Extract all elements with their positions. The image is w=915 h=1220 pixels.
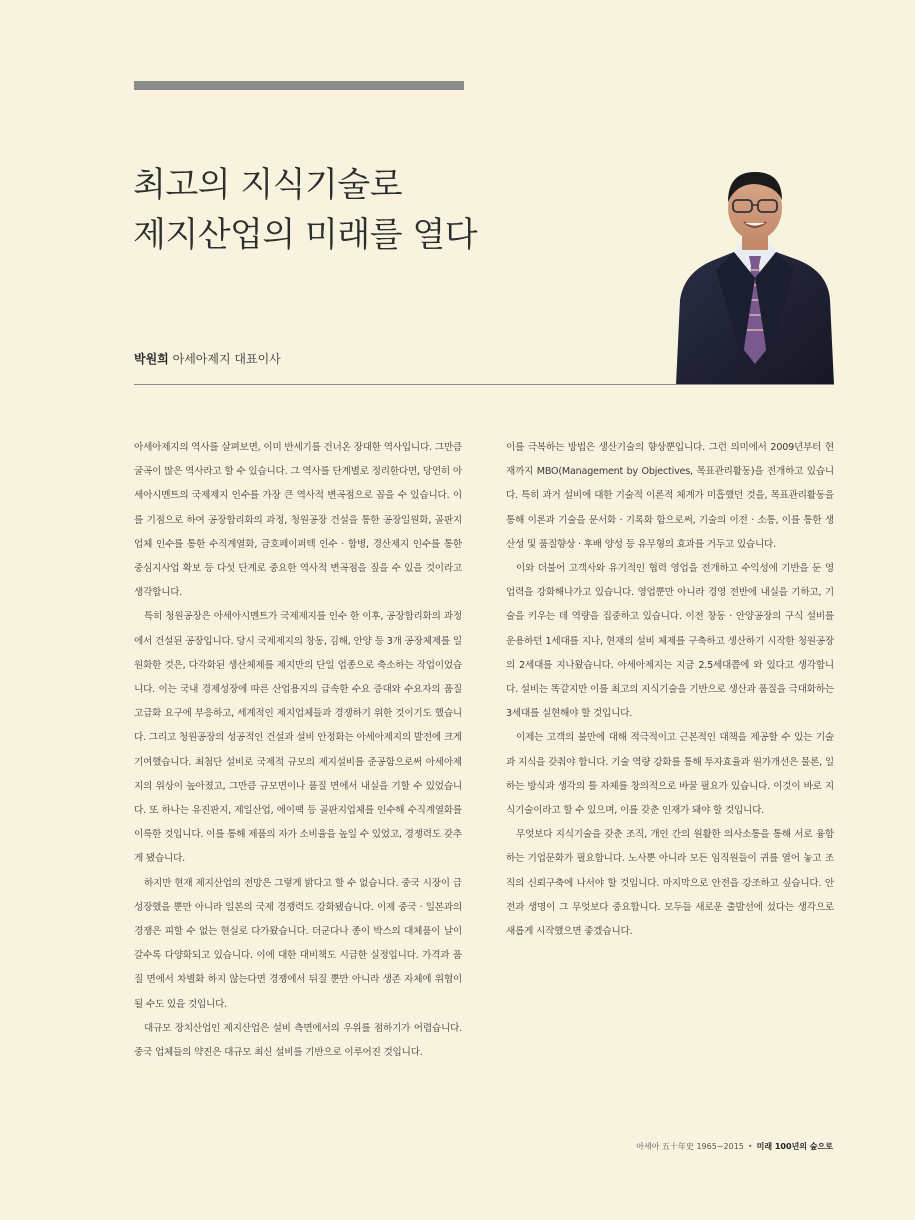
- paragraph: 이를 극복하는 방법은 생산기술의 향상뿐입니다. 그런 의미에서 2009년부터 현재까지 MBO(Management by Objectives, 목표관리활동)을 전개하고 있습니다. 특히 과거 설비에 대한 기술적 이론적 체계가 미흡했던 것을, 목표관리활동을 통해 이론과 기술을 문서화 · 기록화 함으로써, 기술의 이전 · 소통, 이를 통한 생산성 및 품질향상 · 후배 양성 등 유무형의 효과를 거두고 있습니다.: [506, 442, 834, 550]
- paragraph: 대규모 장치산업인 제지산업은 설비 측면에서의 우위를 점하기가 어렵습니다. 중국 업체들의 약진은 대규모 최신 설비를 기반으로 이루어진 것입니다.: [134, 1022, 462, 1059]
- paragraph: 무엇보다 지식기술을 갖춘 조직, 개인 간의 원활한 의사소통을 통해 서로 융합하는 기업문화가 필요합니다. 노사뿐 아니라 모든 임직원들이 귀를 열어 놓고 조직의 신뢰구축에 나서야 할 것입니다. 마지막으로 안전을 강조하고 싶습니다. 안전과 생명이 그 무엇보다 중요합니다. 모두들 새로운 출발선에 섰다는 생각으로 새롭게 시작했으면 좋겠습니다.: [506, 829, 834, 938]
- body-column-right: [506, 436, 834, 944]
- author-byline: [134, 350, 281, 367]
- paragraph: 아세아제지의 역사를 살펴보면, 이미 반세기를 건너온 장대한 역사입니다. 그만큼 굴곡이 많은 역사라고 할 수 있습니다. 그 역사를 단계별로 정리한다면, 당연히 아세아시멘트의 국제제지 인수를 가장 큰 역사적 변곡점으로 꼽을 수 있습니다. 이를 기점으로 하여 공장합리화의 과정, 청원공장 건설을 통한 공장일원화, 골판지업체 인수를 통한 수직계열화, 금호페이퍼텍 인수 · 합병, 경산제지 인수를 통한 중심지사업 확보 등 다섯 단계로 중요한 역사적 변곡점을 짚을 수 있을 것이라고 생각합니다.: [134, 442, 462, 599]
- top-accent-bar: [134, 81, 464, 90]
- page-title: [133, 160, 653, 260]
- paragraph: 특히 청원공장은 아세아시멘트가 국제제지를 인수 한 이후, 공장합리화의 과정에서 건설된 공장입니다. 당시 국제제지의 창동, 김해, 안양 등 3개 공장체제를 일원화한 것은, 다각화된 생산체제를 제지만의 단일 업종으로 축소하는 작업이었습니다. 이는 국내 경제성장에 따른 산업용지의 급속한 수요 증대와 수요자의 품질 고급화 요구에 부응하고, 세계적인 제지업체들과 경쟁하기 위한 것이기도 했습니다. 그리고 청원공장의 성공적인 건설과 설비 안정화는 아세아제지의 발전에 크게 기여했습니다. 최첨단 설비로 국제적 규모의 제지설비를 준공함으로써 아세아제지의 위상이 높아졌고, 그만큼 규모면이나 품질 면에서 내실을 기할 수 있었습니다. 또 하나는 유진판지, 제일산업, 에이팩 등 골판지업체를 인수해 수직계열화를 이룩한 것입니다. 이를 통해 제품의 자가 소비율을 높일 수 있었고, 경쟁력도 갖추게 됐습니다.: [134, 611, 462, 865]
- page-footer: [636, 1141, 833, 1152]
- paragraph: 이와 더불어 고객사와 유기적인 협력 영업을 전개하고 수익성에 기반을 둔 영업력을 강화해나가고 있습니다. 영업뿐만 아니라 경영 전반에 내실을 기하고, 기술을 키우는 데 역량을 집중하고 있습니다. 이전 창동 · 안양공장의 구식 설비를 운용하던 1세대를 지나, 현재의 설비 체제를 구축하고 생산하기 시작한 청원공장의 2세대를 지나왔습니다. 아세아제지는 지금 2.5세대쯤에 와 있다고 생각합니다. 설비는 똑같지만 이를 최고의 지식기술을 기반으로 생산과 품질을 극대화하는 3세대를 실현해야 할 것입니다.: [506, 563, 834, 720]
- title-line-1: 최고의 지식기술로: [133, 165, 403, 205]
- author-portrait: [676, 160, 834, 385]
- author-title: 아세아제지 대표이사: [172, 352, 281, 366]
- title-line-2: 제지산업의 미래를 열다: [133, 215, 478, 255]
- header-divider: [134, 384, 834, 385]
- paragraph: 하지만 현재 제지산업의 전망은 그렇게 밝다고 할 수 없습니다. 중국 시장이 급성장했을 뿐만 아니라 일본의 국제 경쟁력도 강화됐습니다. 이제 중국 · 일본과의 경쟁은 피할 수 없는 현실로 다가왔습니다. 더군다나 종이 박스의 대체품이 날이 갈수록 다양화되고 있습니다. 이에 대한 대비책도 시급한 실정입니다. 가격과 품질 면에서 차별화 하지 않는다면 경쟁에서 뒤질 뿐만 아니라 생존 자체에 위협이 될 수도 있을 것입니다.: [134, 877, 462, 1010]
- footer-subtitle: 미래 100년의 숲으로: [756, 1142, 833, 1151]
- footer-book-title: 아세아 五十年史 1965~2015: [636, 1142, 744, 1151]
- author-name: 박원희: [134, 352, 169, 366]
- footer-separator: •: [747, 1142, 753, 1151]
- paragraph: 이제는 고객의 불만에 대해 적극적이고 근본적인 대책을 제공할 수 있는 기술과 지식을 갖춰야 합니다. 기술 역량 강화를 통해 투자효율과 원가개선은 물론, 일하는 방식과 생각의 틀 자체를 창의적으로 바꿀 필요가 있습니다. 이것이 바로 지식기술이라고 할 수 있으며, 이를 갖춘 인재가 돼야 할 것입니다.: [506, 732, 834, 817]
- body-column-left: [134, 436, 462, 1065]
